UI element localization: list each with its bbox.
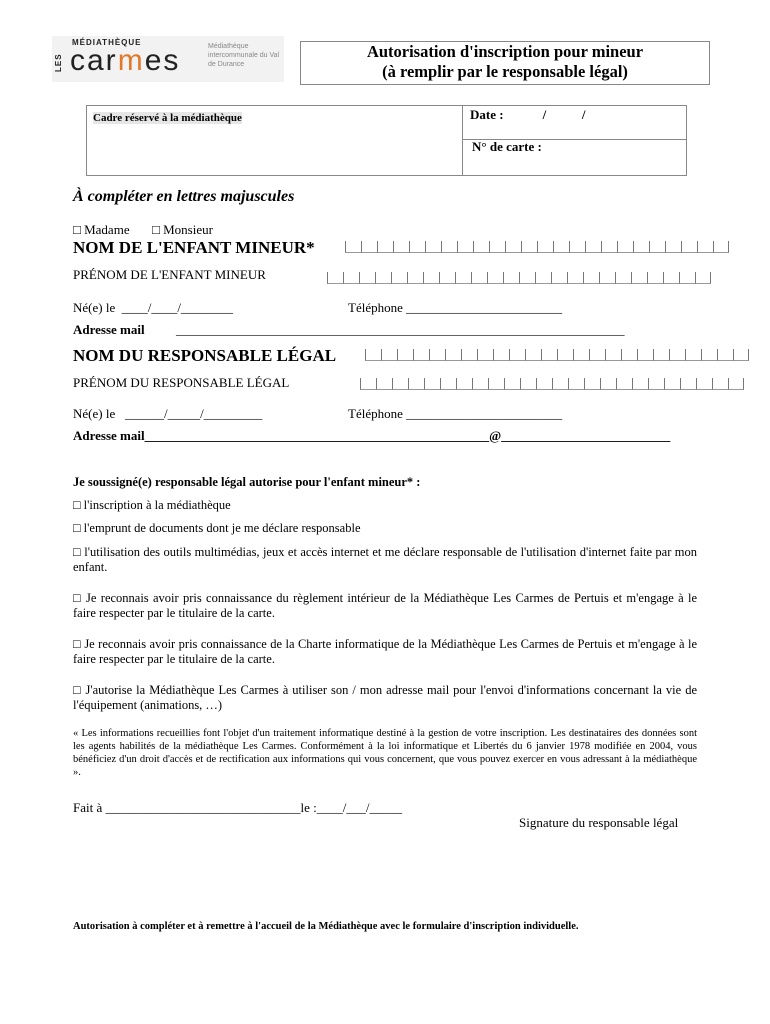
reserved-frame-divider [462,106,463,175]
child-name-input[interactable] [345,241,729,253]
logo-les: LES [54,53,63,72]
auth-multimedia-checkbox[interactable]: □ l'utilisation des outils multimédias, jeux et accès internet et me déclare responsable de l'utilisation d'internet faite par mon enfant. [73,545,697,574]
logo-mediatheque: MÉDIATHÈQUE [72,38,142,47]
title-line-1: Autorisation d'inscription pour mineur [366,42,644,61]
signature-label: Signature du responsable légal [519,815,679,830]
logo-carmes: carmes [70,44,181,77]
place-date-field[interactable]: Fait à ______________________________le :____/___/_____ [73,800,402,815]
reserved-frame-label: Cadre réservé à la médiathèque [93,112,242,124]
it-charter-acknowledgement-checkbox[interactable]: □ Je reconnais avoir pris connaissance de la Charte informatique de la Médiathèque Les Carmes de Pertuis et m'engage à le faire respecter par le titulaire de la carte. [73,637,697,666]
email-consent-checkbox[interactable]: □ J'autorise la Médiathèque Les Carmes à utiliser son / mon adresse mail pour l'envoi d'informations concernant la vie de l'équipement (animations, …) [73,683,697,712]
parent-name-label: NOM DU RESPONSABLE LÉGAL [73,346,337,365]
mediatheque-logo [52,36,284,82]
child-email-label: Adresse mail [73,322,145,337]
auth-borrowing-checkbox[interactable]: □ l'emprunt de documents dont je me déclare responsable [73,521,361,535]
date-field[interactable]: Date : / / [470,107,586,122]
parent-firstname-input[interactable] [360,378,744,390]
parent-name-input[interactable] [365,349,749,361]
capital-letters-heading: À compléter en lettres majuscules [73,188,295,205]
privacy-notice: « Les informations recueillies font l'objet d'un traitement informatique destiné à la gestion de votre inscription. Les destinataires des données sont les agents habilités de la médiathèque Les Carmes. Conformément à la loi informatique et Libertés du 6 janvier 1978 modifiée en 2004, vous bénéficiez d'un droit d'accès et de rectification aux informations qui vous concernent, que vous pouvez exercer en vous adressant à la médiathèque ». [73,728,697,778]
authorization-intro: Je soussigné(e) responsable légal autorise pour l'enfant mineur* : [73,475,421,489]
child-phone-field[interactable]: Téléphone ________________________ [348,300,563,315]
madame-checkbox[interactable]: □ Madame [73,222,130,237]
logo-subtitle: Médiathèque intercommunale du Val de Durance [208,43,280,68]
child-birthdate-field[interactable]: Né(e) le ____/____/________ [73,300,233,315]
footer-note: Autorisation à compléter et à remettre à l'accueil de la Médiathèque avec le formulaire d'inscription individuelle. [73,921,579,932]
title-line-2: (à remplir par le responsable légal) [382,62,628,81]
rules-acknowledgement-checkbox[interactable]: □ Je reconnais avoir pris connaissance du règlement intérieur de la Médiathèque Les Carmes de Pertuis et m'engage à le faire respecter par le titulaire de la carte. [73,591,697,620]
parent-birthdate-field[interactable]: Né(e) le ______/_____/_________ [73,406,263,421]
child-firstname-label: PRÉNOM DE L'ENFANT MINEUR [73,267,266,282]
parent-email-field[interactable]: Adresse mail_____________________________________________________@__________________________ [73,428,671,443]
card-number-field[interactable]: N° de carte : [472,139,542,154]
form-title [300,41,710,85]
child-email-field[interactable]: _____________________________________________________________________ [176,322,625,337]
auth-registration-checkbox[interactable]: □ l'inscription à la médiathèque [73,498,231,512]
parent-firstname-label: PRÉNOM DU RESPONSABLE LÉGAL [73,375,290,390]
child-firstname-input[interactable] [327,272,711,284]
monsieur-checkbox[interactable]: □ Monsieur [152,222,213,237]
reserved-frame [86,105,687,176]
parent-phone-field[interactable]: Téléphone ________________________ [348,406,563,421]
child-name-label: NOM DE L'ENFANT MINEUR* [73,238,315,257]
